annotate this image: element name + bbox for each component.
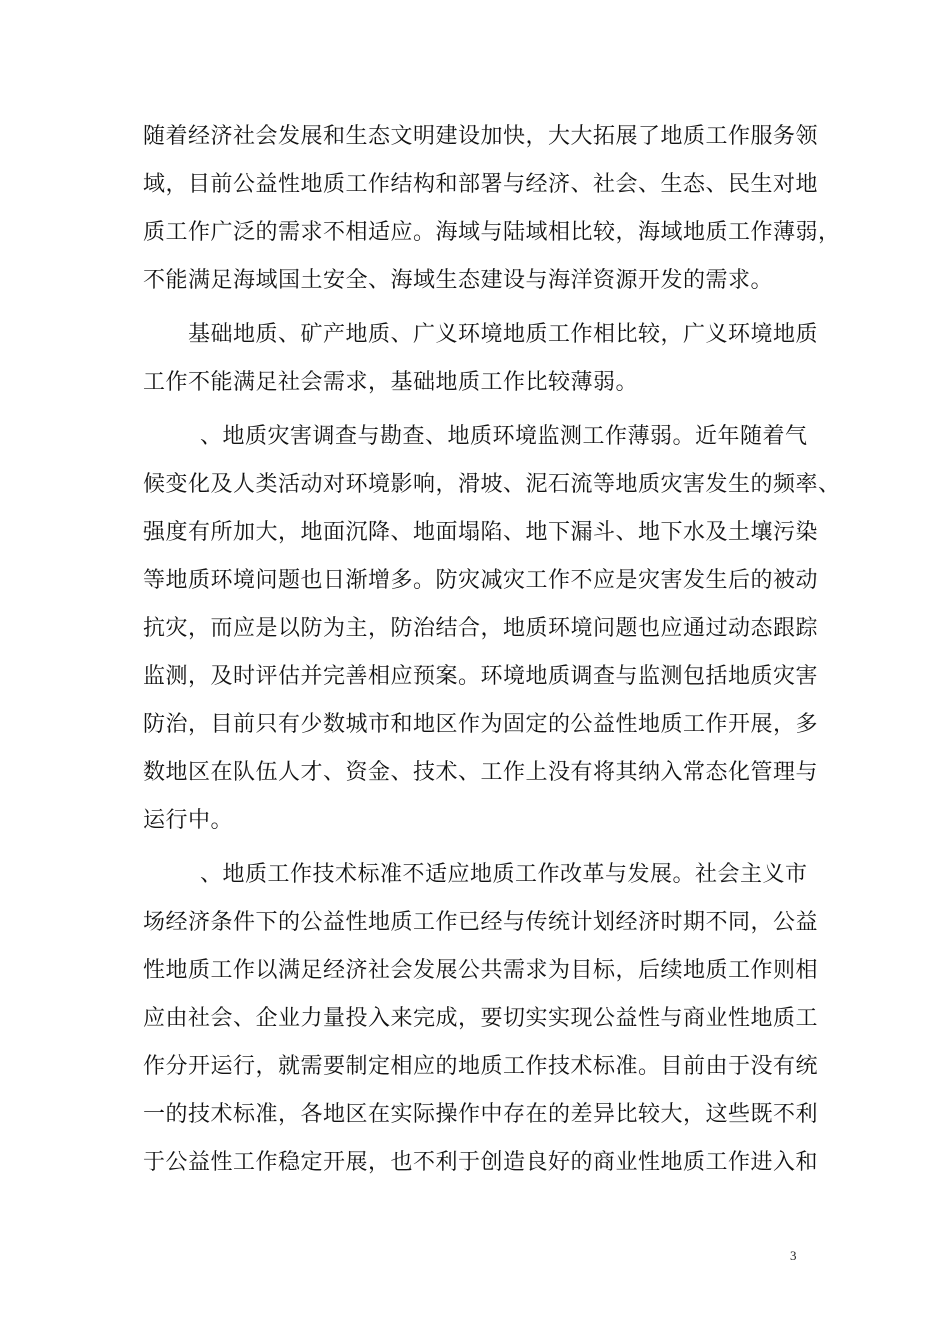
text-line: 数地区在队伍人才、资金、技术、工作上没有将其纳入常态化管理与	[143, 760, 819, 785]
text-line: 防治，目前只有少数城市和地区作为固定的公益性地质工作开展，多	[143, 712, 819, 737]
text-line: 场经济条件下的公益性地质工作已经与传统计划经济时期不同，公益	[143, 910, 819, 935]
page-number: 3	[790, 1248, 797, 1263]
text-line: 工作不能满足社会需求，基础地质工作比较薄弱。	[143, 370, 639, 395]
paragraph-first-line: 、地质工作技术标准不适应地质工作改革与发展。社会主义市	[200, 862, 808, 887]
paragraph-first-line: 、地质灾害调查与勘查、地质环境监测工作薄弱。近年随着气	[200, 424, 808, 449]
text-line: 运行中。	[143, 808, 234, 833]
text-line: 于公益性工作稳定开展，也不利于创造良好的商业性地质工作进入和	[143, 1150, 819, 1175]
text-line: 强度有所加大，地面沉降、地面塌陷、地下漏斗、地下水及土壤污染	[143, 520, 819, 545]
paragraph-first-line: 基础地质、矿产地质、广义环境地质工作相比较，广义环境地质	[188, 322, 819, 347]
text-line: 作分开运行，就需要制定相应的地质工作技术标准。目前由于没有统	[143, 1054, 819, 1079]
text-line: 质工作广泛的需求不相适应。海域与陆域相比较，海域地质工作薄弱，	[143, 220, 841, 245]
text-line: 监测，及时评估并完善相应预案。环境地质调查与监测包括地质灾害	[143, 664, 819, 689]
text-line: 随着经济社会发展和生态文明建设加快，大大拓展了地质工作服务领	[143, 124, 819, 149]
text-line: 域，目前公益性地质工作结构和部署与经济、社会、生态、民生对地	[143, 172, 819, 197]
text-line: 一的技术标准，各地区在实际操作中存在的差异比较大，这些既不利	[143, 1102, 819, 1127]
text-line: 候变化及人类活动对环境影响，滑坡、泥石流等地质灾害发生的频率、	[143, 472, 841, 497]
text-line: 不能满足海域国土安全、海域生态建设与海洋资源开发的需求。	[143, 268, 774, 293]
text-line: 等地质环境问题也日渐增多。防灾减灾工作不应是灾害发生后的被动	[143, 568, 819, 593]
text-line: 性地质工作以满足经济社会发展公共需求为目标，后续地质工作则相	[143, 958, 819, 983]
text-line: 应由社会、企业力量投入来完成，要切实实现公益性与商业性地质工	[143, 1006, 819, 1031]
text-line: 抗灾，而应是以防为主，防治结合，地质环境问题也应通过动态跟踪	[143, 616, 819, 641]
